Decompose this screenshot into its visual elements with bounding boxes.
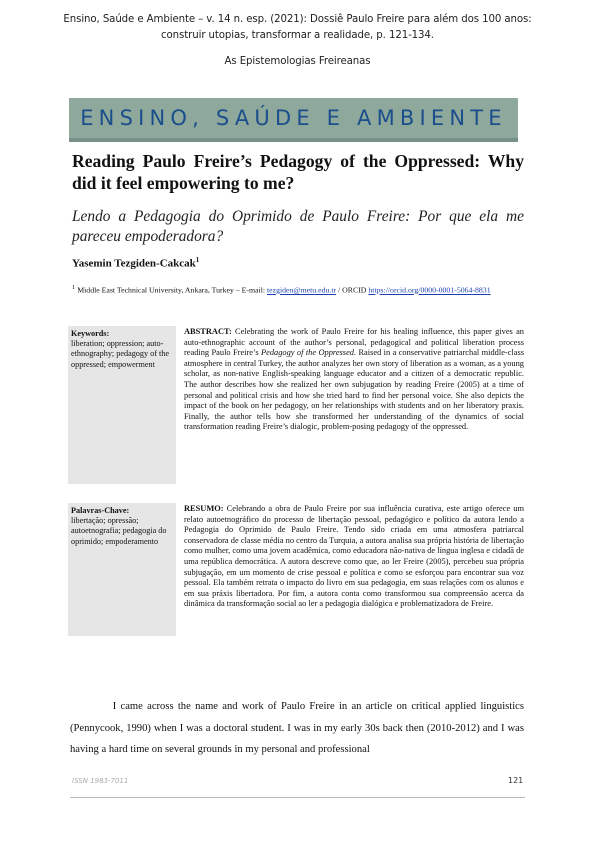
body-paragraph-text: I came across the name and work of Paulo Freire in an article on critical applied linguistics (Pennycook, 1990) when I was a doctoral student. I was in my early 30s back then (2010-2012) and I was having a hard time on several grounds in my personal and professional [70, 701, 524, 755]
abstract-text-part2: Raised in a conservative patriarchal middle-class atmosphere in central Turkey, the author analyzes her own story of liberation as a woman, as a young scholar, as non-native English-speaking language educator and a citizen of a democratic republic. The author describes how she realized her own subjugation by reading Freire (2005) at a time of personal and political crisis and how she tried hard to find her personal voice. She also depicts the impact of the book on her pedagogy, on her relationships with students and on her liberatory praxis. Finally, the author tells how she transformed her understanding of the dynamics of social transformation reading Freire’s dialogic, problem-posing pedagogy of the oppressed. [184, 348, 524, 432]
keywords-list: liberation; oppression; auto-ethnography; pedagogy of the oppressed; empowerment [71, 339, 169, 369]
affiliation-text: Middle East Technical University, Ankara, Turkey – E-mail: [75, 285, 267, 295]
body-paragraph [70, 696, 524, 761]
orcid-label: / ORCID [336, 285, 369, 295]
section-name: As Epistemologias Freireanas [224, 56, 371, 67]
palavras-chave-box [68, 503, 176, 636]
affiliation-footnote-mark: 1 [72, 284, 76, 291]
abstract-text-part1: Celebrating the work of Paulo Freire for his healing influence, this paper gives an auto-ethnographic account of the author’s personal, pedagogical and political liberation process reading Paulo Freire’s [184, 327, 524, 358]
journal-banner-title: ENSINO, SAÚDE E AMBIENTE [80, 106, 507, 130]
author-email-link[interactable]: tezgiden@metu.edu.tr [267, 285, 337, 295]
author-footnote-mark: 1 [195, 256, 200, 264]
article-title: Reading Paulo Freire’s Pedagogy of the Oppressed: Why did it feel empowering to me? [72, 151, 524, 193]
abstract-label: ABSTRACT: [184, 327, 232, 336]
author-name [72, 256, 199, 270]
journal-citation-line-2: construir utopias, transformar a realidade, p. 121-134. [161, 30, 434, 41]
journal-citation-line-1: Ensino, Saúde e Ambiente – v. 14 n. esp. (2021): Dossiê Paulo Freire para além dos 100 anos: [63, 14, 532, 25]
palavras-chave-list: libertação; opressão; autoetnografia; pedagogia do oprimido; empoderamento [71, 516, 167, 546]
author-affiliation [72, 282, 524, 296]
resumo-text: Celebrando a obra de Paulo Freire por sua influência curativa, este artigo oferece um relato autoetnográfico do processo de libertação pessoal, pedagógico e político da autora lendo a Pedagogia do Oprimido de Paulo Freire. Tendo sido criada em uma atmosfera patriarcal conservadora de classe média no centro da Turquia, a autora analisa sua própria história de libertação como mulher, como uma jovem acadêmica, como educadora não-nativa de língua inglesa e cidadã de uma república democrática. A autora descreve como que, ao ler Freire (2005), percebeu sua própria subjugação, em um momento de crise pessoal e política e como se esforçou para encontrar sua voz pessoal. Ela também retrata o impacto do livro em sua pedagogia, em suas relações com os alunos e em sua práxis libertadora. Por fim, a autora conta como transformou sua compreensão acerca da dinâmica da transformação social ao ler a pedagogia dialógica e problematizadora de Freire. [184, 504, 524, 609]
article-subtitle: Lendo a Pedagogia do Oprimido de Paulo Freire: Por que ela me pareceu empoderadora? [72, 208, 524, 245]
page-number: 121 [508, 776, 524, 785]
journal-banner [69, 98, 518, 142]
keywords-box [68, 326, 176, 484]
palavras-chave-title: Palavras-Chave: [71, 506, 130, 515]
resumo-label: RESUMO: [184, 504, 224, 513]
author-name-text: Yasemin Tezgiden-Cakcak [72, 257, 196, 270]
footer-divider [70, 797, 525, 798]
abstract-english [184, 327, 524, 433]
keywords-title: Keywords: [71, 329, 110, 338]
issn: ISSN 1983-7011 [72, 777, 129, 785]
abstract-book-title: Pedagogy of the Oppressed. [261, 348, 357, 358]
abstract-portuguese [184, 504, 524, 610]
orcid-link[interactable]: https://orcid.org/0000-0001-5064-8831 [368, 285, 491, 295]
